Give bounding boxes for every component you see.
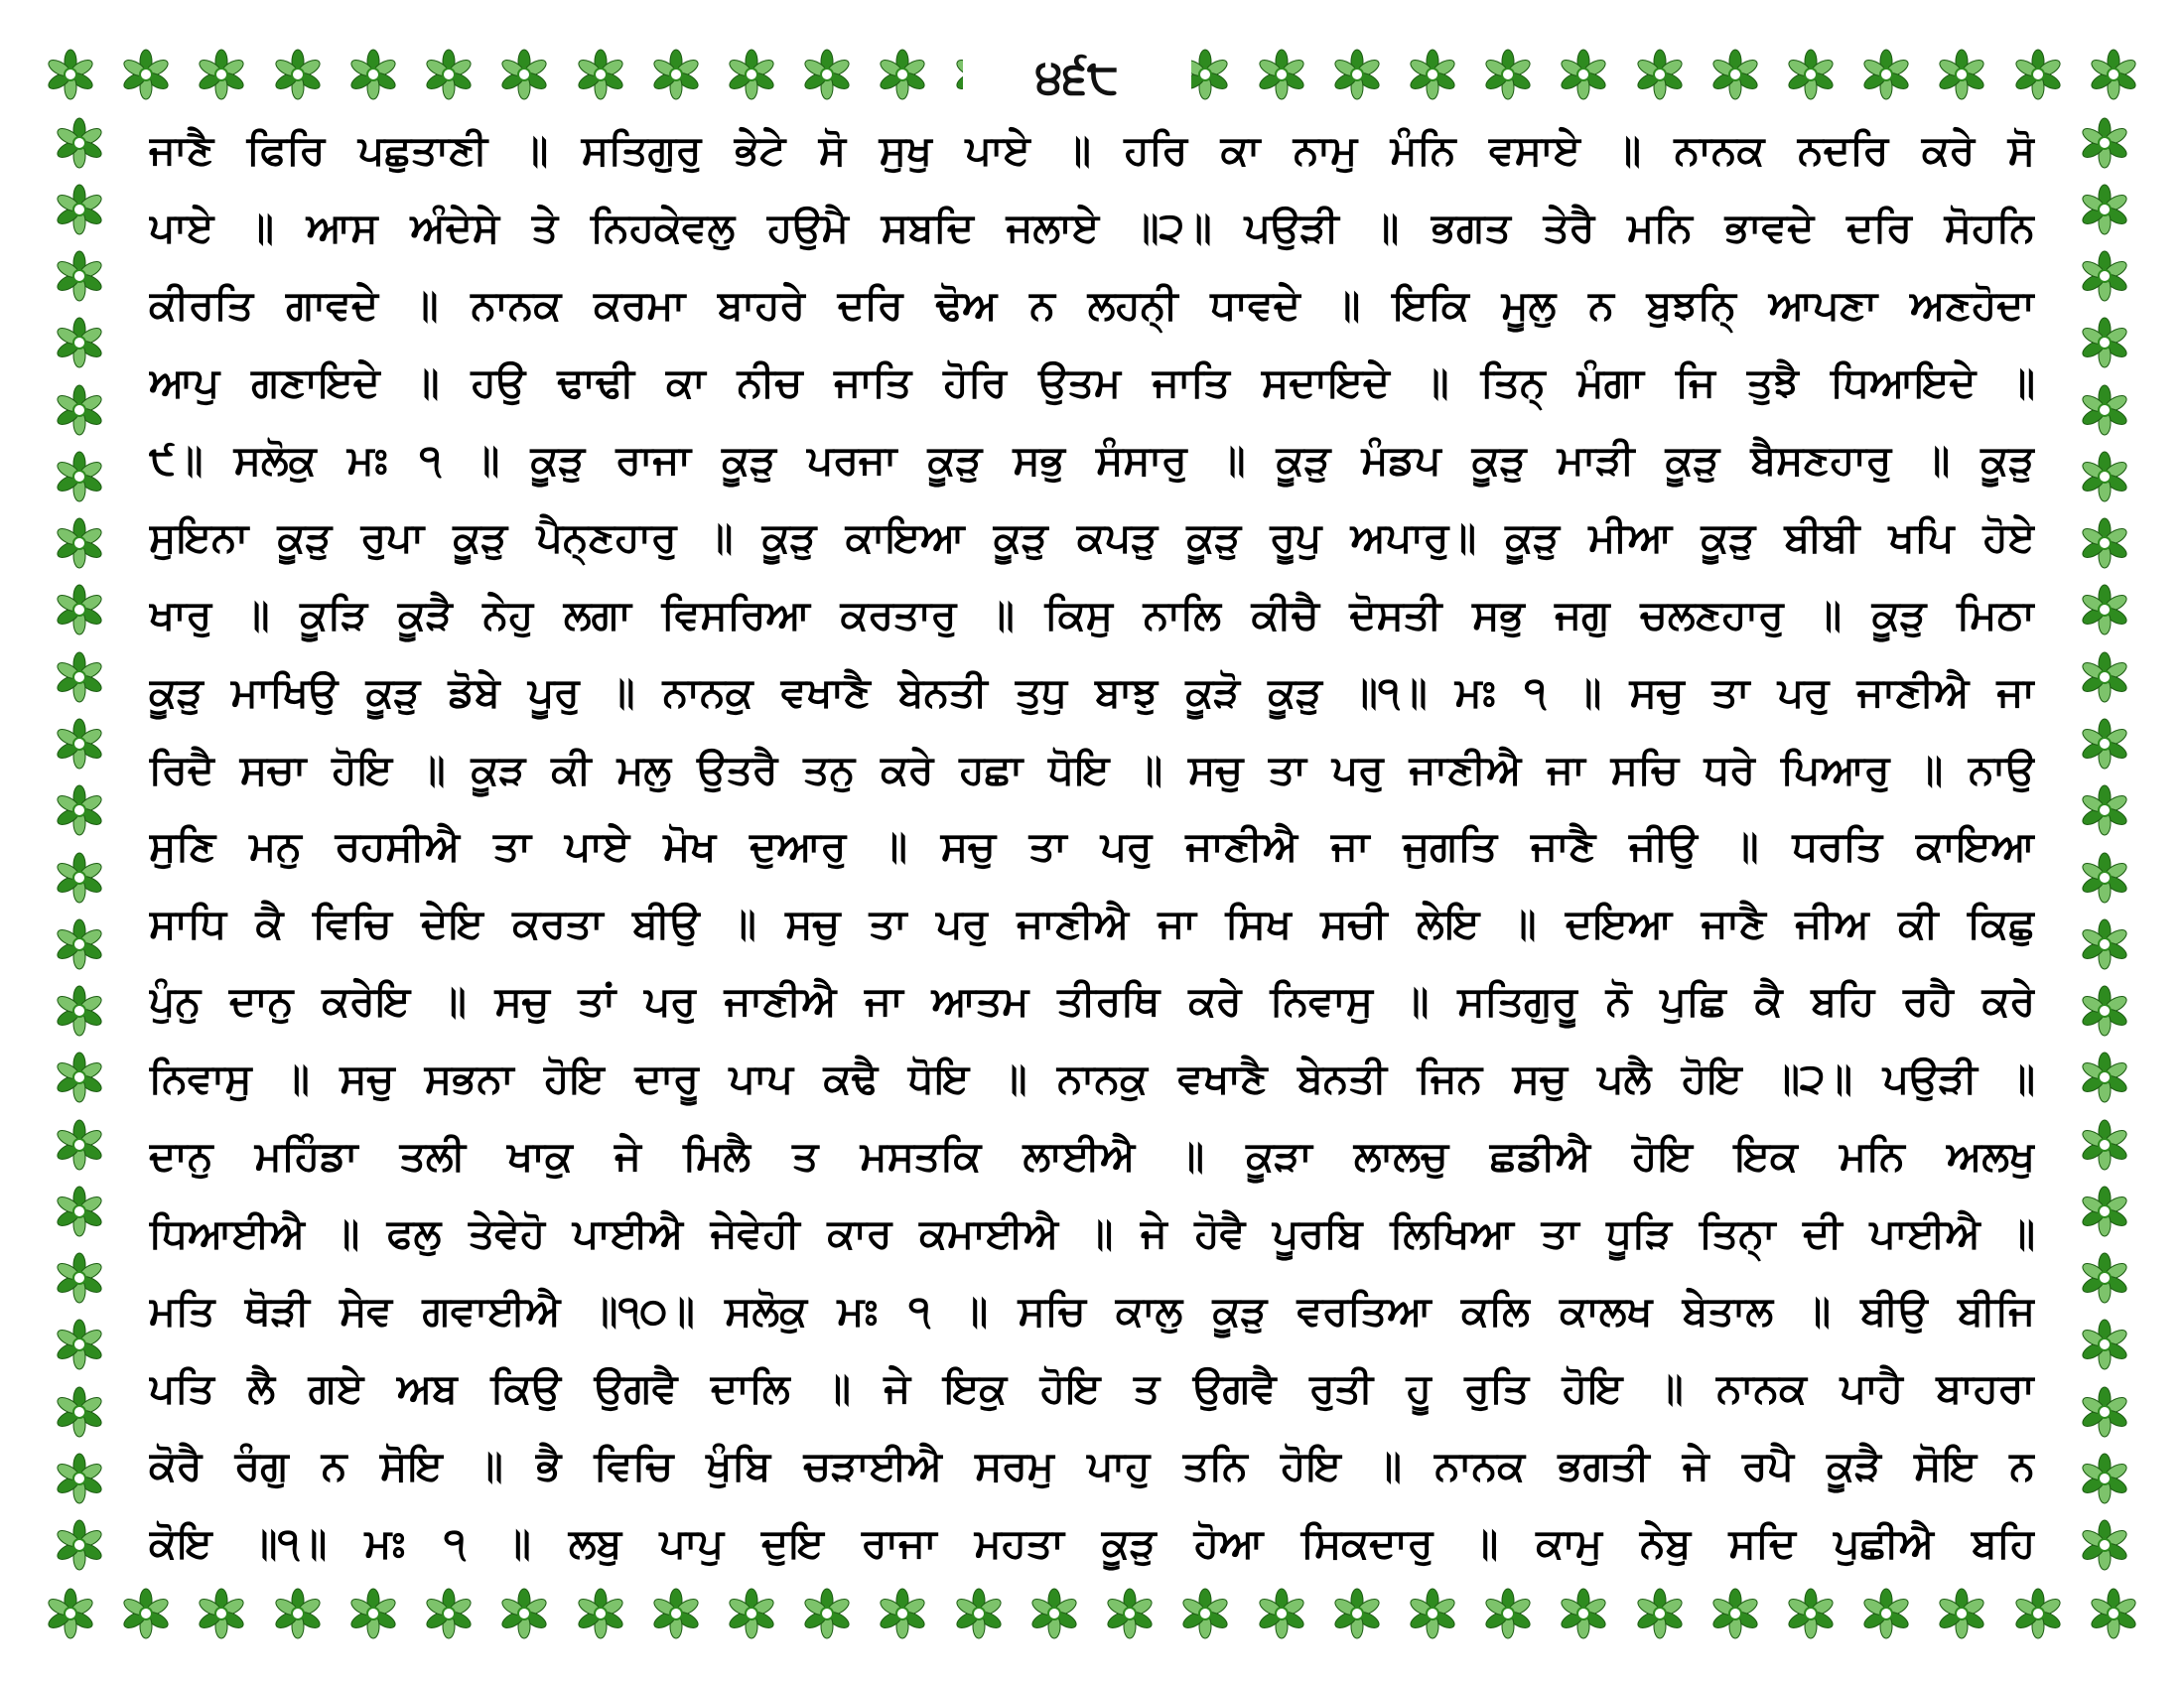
flower-icon	[45, 1588, 96, 1639]
flower-icon	[1785, 1588, 1837, 1639]
flower-icon	[54, 117, 105, 169]
flower-icon	[1256, 1588, 1307, 1639]
flower-icon	[2079, 451, 2130, 502]
flower-icon	[2088, 49, 2139, 100]
flower-icon	[1407, 49, 1458, 100]
text-line: ਕੀਰਤਿ ਗਾਵਦੇ ॥ ਨਾਨਕ ਕਰਮਾ ਬਾਹਰੇ ਦਰਿ ਢੋਅ ਨ ਲਹਨੀ੍ ਧਾਵਦੇ ॥ ਇਕਿ ਮੂਲੁ ਨ ਬੁਝਨਿ੍ ਆਪਣਾ ਅਣਹੋਦਾ	[149, 280, 2035, 329]
text-line: ਸੁਇਨਾ ਕੂੜੁ ਰੁਪਾ ਕੂੜੁ ਪੈਨ੍ਣਹਾਰੁ ॥ ਕੂੜੁ ਕਾਇਆ ਕੂੜੁ ਕਪੜੁ ਕੂੜੁ ਰੂਪੁ ਅਪਾਰੁ॥ ਕੂੜੁ ਮੀਆ ਕੂੜੁ ਬੀਬੀ ਖਪਿ ਹੋਏ	[149, 512, 2035, 561]
flower-icon	[2079, 117, 2130, 169]
flower-icon	[45, 49, 96, 100]
flower-icon	[196, 49, 247, 100]
flower-icon	[2079, 1119, 2130, 1171]
text-line: ਮਤਿ ਥੋੜੀ ਸੇਵ ਗਵਾਈਐ ॥੧੦॥ ਸਲੋਕੁ ਮਃ ੧ ॥ ਸਚਿ ਕਾਲੁ ਕੂੜੁ ਵਰਤਿਆ ਕਲਿ ਕਾਲਖ ਬੇਤਾਲ ॥ ਬੀਉ ਬੀਜਿ	[149, 1287, 2035, 1336]
flower-icon	[2079, 584, 2130, 635]
flower-icon	[196, 1588, 247, 1639]
flower-icon	[54, 1186, 105, 1237]
flower-icon	[2079, 918, 2130, 970]
text-line: ਰਿਦੈ ਸਚਾ ਹੋਇ ॥ ਕੂੜ ਕੀ ਮਲੁ ਉਤਰੈ ਤਨੁ ਕਰੇ ਹਛਾ ਧੋਇ ॥ ਸਚੁ ਤਾ ਪਰੁ ਜਾਣੀਐ ਜਾ ਸਚਿ ਧਰੇ ਪਿਆਰੁ ॥ ਨਾਉ	[149, 745, 2035, 793]
text-line: ਕੋਰੈ ਰੰਗੁ ਨ ਸੋਇ ॥ ਭੈ ਵਿਚਿ ਖੁੰਬਿ ਚੜਾਈਐ ਸਰਮੁ ਪਾਹੁ ਤਨਿ ਹੋਇ ॥ ਨਾਨਕ ਭਗਤੀ ਜੇ ਰਪੈ ਕੂੜੈ ਸੋਇ ਨ	[149, 1441, 2035, 1489]
text-line: ਜਾਣੈ ਫਿਰਿ ਪਛੁਤਾਣੀ ॥ ਸਤਿਗੁਰੁ ਭੇਟੇ ਸੋ ਸੁਖੁ ਪਾਏ ॥ ਹਰਿ ਕਾ ਨਾਮੁ ਮੰਨਿ ਵਸਾਏ ॥ ਨਾਨਕ ਨਦਰਿ ਕਰੇ ਸੋ	[149, 126, 2035, 174]
flower-icon	[1482, 49, 1534, 100]
page-number: ੪੬੮	[1035, 49, 1119, 104]
flower-icon	[54, 784, 105, 836]
flower-icon	[726, 49, 777, 100]
flower-icon	[650, 1588, 702, 1639]
flower-icon	[726, 1588, 777, 1639]
flower-icon	[2079, 184, 2130, 235]
flower-icon	[1860, 1588, 1912, 1639]
flower-icon	[2012, 1588, 2064, 1639]
flower-icon	[54, 1319, 105, 1370]
flower-icon	[54, 250, 105, 302]
flower-icon	[347, 49, 399, 100]
flower-icon	[1634, 49, 1686, 100]
text-line: ਧਿਆਈਐ ॥ ਫਲੁ ਤੇਵੇਹੋ ਪਾਈਐ ਜੇਵੇਹੀ ਕਾਰ ਕਮਾਈਐ ॥ ਜੇ ਹੋਵੈ ਪੂਰਬਿ ਲਿਖਿਆ ਤਾ ਧੂੜਿ ਤਿਨਾ੍ ਦੀ ਪਾਈਐ ॥	[149, 1209, 2035, 1258]
flower-icon	[423, 49, 475, 100]
flower-icon	[498, 1588, 550, 1639]
flower-icon	[2079, 1052, 2130, 1103]
flower-icon	[54, 1519, 105, 1571]
flower-icon	[423, 1588, 475, 1639]
flower-icon	[2079, 651, 2130, 703]
flower-icon	[498, 49, 550, 100]
flower-icon	[2079, 985, 2130, 1037]
text-line: ਆਪੁ ਗਣਾਇਦੇ ॥ ਹਉ ਢਾਢੀ ਕਾ ਨੀਚ ਜਾਤਿ ਹੋਰਿ ਉਤਮ ਜਾਤਿ ਸਦਾਇਦੇ ॥ ਤਿਨ੍ ਮੰਗਾ ਜਿ ਤੁਝੈ ਧਿਆਇਦੇ ॥	[149, 357, 2035, 406]
flower-icon	[1860, 49, 1912, 100]
flower-icon	[2079, 1386, 2130, 1438]
text-line: ਸੁਣਿ ਮਨੁ ਰਹਸੀਐ ਤਾ ਪਾਏ ਮੋਖ ਦੁਆਰੁ ॥ ਸਚੁ ਤਾ ਪਰੁ ਜਾਣੀਐ ਜਾ ਜੁਗਤਿ ਜਾਣੈ ਜੀਉ ॥ ਧਰਤਿ ਕਾਇਆ	[149, 822, 2035, 871]
flower-icon	[54, 184, 105, 235]
border-right	[2070, 109, 2139, 1579]
flower-icon	[2079, 1252, 2130, 1304]
flower-icon	[1709, 1588, 1761, 1639]
flower-icon	[54, 384, 105, 436]
text-line: ਪੁੰਨੁ ਦਾਨੁ ਕਰੇਇ ॥ ਸਚੁ ਤਾਂ ਪਰੁ ਜਾਣੀਐ ਜਾ ਆਤਮ ਤੀਰਥਿ ਕਰੇ ਨਿਵਾਸੁ ॥ ਸਤਿਗੁਰੂ ਨੋ ਪੁਛਿ ਕੈ ਬਹਿ ਰਹੈ ਕਰੇ	[149, 977, 2035, 1026]
flower-icon	[54, 517, 105, 569]
flower-icon	[54, 317, 105, 368]
flower-icon	[272, 1588, 324, 1639]
text-line: ਦਾਨੁ ਮਹਿੰਡਾ ਤਲੀ ਖਾਕੁ ਜੇ ਮਿਲੈ ਤ ਮਸਤਕਿ ਲਾਈਐ ॥ ਕੂੜਾ ਲਾਲਚੁ ਛਡੀਐ ਹੋਇ ਇਕ ਮਨਿ ਅਲਖੁ	[149, 1132, 2035, 1181]
flower-icon	[877, 49, 928, 100]
flower-icon	[54, 918, 105, 970]
flower-icon	[120, 49, 172, 100]
flower-icon	[54, 651, 105, 703]
flower-icon	[54, 1119, 105, 1171]
flower-icon	[575, 1588, 626, 1639]
flower-icon	[2079, 1519, 2130, 1571]
border-bottom	[45, 1579, 2139, 1648]
text-line: ੯॥ ਸਲੋਕੁ ਮਃ ੧ ॥ ਕੂੜੁ ਰਾਜਾ ਕੂੜੁ ਪਰਜਾ ਕੂੜੁ ਸਭੁ ਸੰਸਾਰੁ ॥ ਕੂੜੁ ਮੰਡਪ ਕੂੜੁ ਮਾੜੀ ਕੂੜੁ ਬੈਸਣਹਾਰੁ ॥ ਕੂੜੁ	[149, 435, 2035, 484]
flower-icon	[54, 718, 105, 770]
flower-icon	[54, 852, 105, 904]
flower-icon	[2079, 784, 2130, 836]
scripture-text	[149, 119, 2035, 1574]
flower-icon	[54, 584, 105, 635]
flower-icon	[54, 1453, 105, 1504]
flower-icon	[2079, 1453, 2130, 1504]
flower-icon	[1936, 1588, 1987, 1639]
flower-icon	[2012, 49, 2064, 100]
flower-icon	[801, 1588, 853, 1639]
flower-icon	[2079, 1186, 2130, 1237]
flower-icon	[1179, 1588, 1231, 1639]
flower-icon	[1331, 1588, 1383, 1639]
flower-icon	[801, 49, 853, 100]
flower-icon	[1331, 49, 1383, 100]
flower-icon	[1558, 1588, 1609, 1639]
flower-icon	[1256, 49, 1307, 100]
flower-icon	[2079, 250, 2130, 302]
flower-icon	[54, 1052, 105, 1103]
flower-icon	[1936, 49, 1987, 100]
flower-icon	[575, 49, 626, 100]
text-line: ਕੂੜੁ ਮਾਖਿਉ ਕੂੜੁ ਡੋਬੇ ਪੂਰੁ ॥ ਨਾਨਕੁ ਵਖਾਣੈ ਬੇਨਤੀ ਤੁਧੁ ਬਾਝੁ ਕੂੜੋ ਕੂੜੁ ॥੧॥ ਮਃ ੧ ॥ ਸਚੁ ਤਾ ਪਰੁ ਜਾਣੀਐ ਜਾ	[149, 667, 2035, 716]
flower-icon	[2079, 852, 2130, 904]
flower-icon	[1634, 1588, 1686, 1639]
flower-icon	[1407, 1588, 1458, 1639]
flower-icon	[54, 1386, 105, 1438]
flower-icon	[272, 49, 324, 100]
flower-icon	[2088, 1588, 2139, 1639]
flower-icon	[650, 49, 702, 100]
flower-icon	[2079, 718, 2130, 770]
text-line: ਕੋਇ ॥੧॥ ਮਃ ੧ ॥ ਲਬੁ ਪਾਪੁ ਦੁਇ ਰਾਜਾ ਮਹਤਾ ਕੂੜੁ ਹੋਆ ਸਿਕਦਾਰੁ ॥ ਕਾਮੁ ਨੇਬੁ ਸਦਿ ਪੁਛੀਐ ਬਹਿ	[149, 1518, 2035, 1567]
flower-icon	[54, 985, 105, 1037]
flower-icon	[1558, 49, 1609, 100]
flower-icon	[877, 1588, 928, 1639]
text-line: ਨਿਵਾਸੁ ॥ ਸਚੁ ਸਭਨਾ ਹੋਇ ਦਾਰੂ ਪਾਪ ਕਢੈ ਧੋਇ ॥ ਨਾਨਕੁ ਵਖਾਣੈ ਬੇਨਤੀ ਜਿਨ ਸਚੁ ਪਲੈ ਹੋਇ ॥੨॥ ਪਉੜੀ ॥	[149, 1055, 2035, 1103]
flower-icon	[953, 1588, 1005, 1639]
flower-icon	[1709, 49, 1761, 100]
text-line: ਖਾਰੁ ॥ ਕੂੜਿ ਕੂੜੈ ਨੇਹੁ ਲਗਾ ਵਿਸਰਿਆ ਕਰਤਾਰੁ ॥ ਕਿਸੁ ਨਾਲਿ ਕੀਚੈ ਦੋਸਤੀ ਸਭੁ ਜਗੁ ਚਲਣਹਾਰੁ ॥ ਕੂੜੁ ਮਿਠਾ	[149, 590, 2035, 638]
flower-icon	[2079, 384, 2130, 436]
text-line: ਪਤਿ ਲੈ ਗਏ ਅਬ ਕਿਉ ਉਗਵੈ ਦਾਲਿ ॥ ਜੇ ਇਕੁ ਹੋਇ ਤ ਉਗਵੈ ਰੁਤੀ ਹੂ ਰੁਤਿ ਹੋਇ ॥ ਨਾਨਕ ਪਾਹੈ ਬਾਹਰਾ	[149, 1364, 2035, 1412]
border-left	[45, 109, 114, 1579]
flower-icon	[2079, 517, 2130, 569]
flower-icon	[2079, 317, 2130, 368]
flower-icon	[1104, 1588, 1156, 1639]
flower-icon	[1785, 49, 1837, 100]
text-line: ਸਾਧਿ ਕੈ ਵਿਚਿ ਦੇਇ ਕਰਤਾ ਬੀਉ ॥ ਸਚੁ ਤਾ ਪਰੁ ਜਾਣੀਐ ਜਾ ਸਿਖ ਸਚੀ ਲੇਇ ॥ ਦਇਆ ਜਾਣੈ ਜੀਅ ਕੀ ਕਿਛੁ	[149, 900, 2035, 948]
flower-icon	[54, 1252, 105, 1304]
flower-icon	[347, 1588, 399, 1639]
flower-icon	[54, 451, 105, 502]
flower-icon	[2079, 1319, 2130, 1370]
flower-icon	[1028, 1588, 1080, 1639]
flower-icon	[1482, 1588, 1534, 1639]
text-line: ਪਾਏ ॥ ਆਸ ਅੰਦੇਸੇ ਤੇ ਨਿਹਕੇਵਲੁ ਹਉਮੈ ਸਬਦਿ ਜਲਾਏ ॥੨॥ ਪਉੜੀ ॥ ਭਗਤ ਤੇਰੈ ਮਨਿ ਭਾਵਦੇ ਦਰਿ ਸੋਹਨਿ	[149, 203, 2035, 251]
flower-icon	[120, 1588, 172, 1639]
